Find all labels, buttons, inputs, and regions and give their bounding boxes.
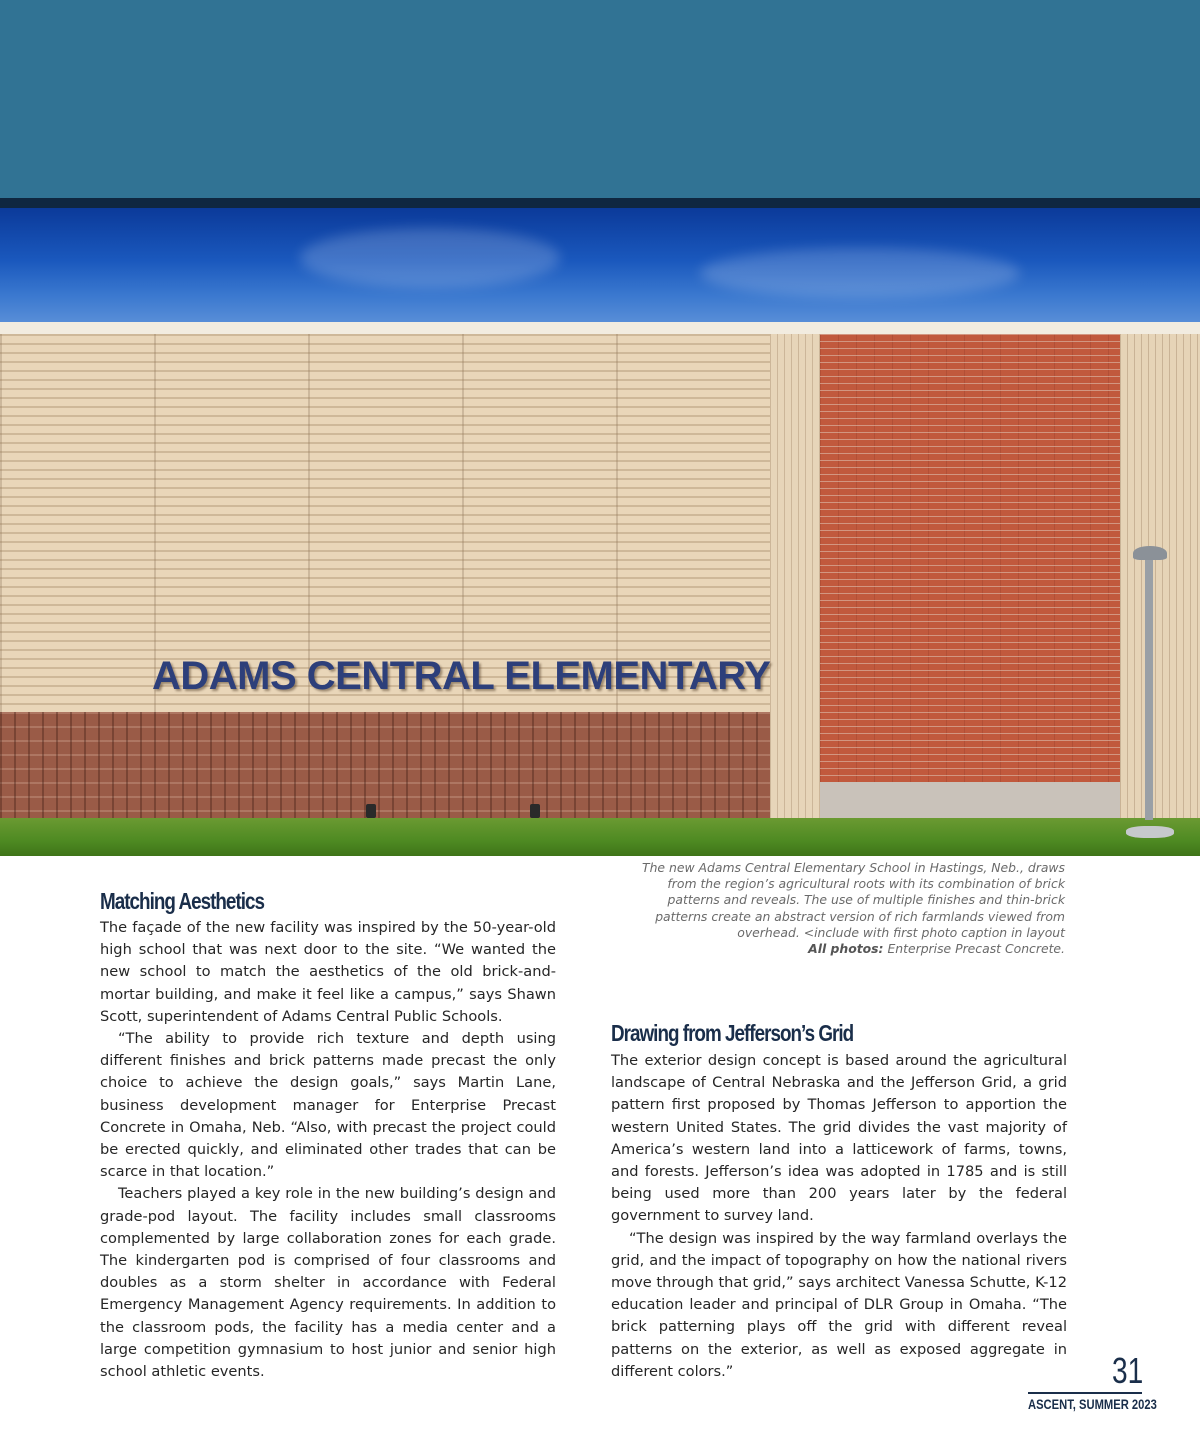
paragraph: “The ability to provide rich texture and depth using different finishes and brick patterns made precast the only choice to achieve the design goals,” says Martin Lane, business development manager for Enterprise Precast Concrete in Omaha, Neb. “Also, with precast the project could be erected quickly, and eliminated other trades that can be scarce in that location.” <box>100 1030 556 1181</box>
cloud <box>300 228 560 288</box>
footer-rule <box>1028 1392 1142 1394</box>
ground-spotlight-icon <box>530 804 540 818</box>
light-pole <box>1145 558 1153 820</box>
section-heading-matching-aesthetics: Matching Aesthetics <box>100 888 265 914</box>
caption-text: The new Adams Central Elementary School in Hastings, Neb., draws from the region’s agricultural roots with its combination of brick patterns and reveals. The use of multiple finishes and thin-brick patterns create an abstract version of rich farmlands viewed from overhead. <include with first photo caption in layout <box>642 860 1065 940</box>
paragraph: The exterior design concept is based around the agricultural landscape of Central Nebraska and the Jefferson Grid, a grid pattern first proposed by Thomas Jefferson to apportion the western United States. The grid divides the vast majority of America’s western land into a latticework of farms, towns, and forests. Jefferson’s idea was adopted in 1785 and is still being used more than 200 years later by the federal government to survey land. <box>611 1052 1067 1225</box>
basketweave-brick-band <box>0 712 770 820</box>
ground-spotlight-icon <box>366 804 376 818</box>
left-article-column <box>100 917 556 1383</box>
cloud <box>700 248 1020 298</box>
page-number: 31 <box>1112 1350 1144 1391</box>
paragraph: “The design was inspired by the way farmland overlays the grid, and the impact of topography on how the national rivers move through that grid,” says architect Vanessa Schutte, K-12 education leader and principal of DLR Group in Omaha. “The brick patterning plays off the grid with different reveal patterns on the exterior, as well as exposed aggregate in different colors.” <box>611 1229 1067 1380</box>
brick-tower <box>820 334 1120 782</box>
roof-cap <box>0 322 1200 334</box>
tower-base <box>820 782 1120 820</box>
sky <box>0 208 1200 324</box>
building-sign: ADAMS CENTRAL ELEMENTARY <box>152 654 771 698</box>
right-article-column <box>611 1050 1067 1383</box>
precast-pilaster <box>770 334 820 820</box>
photo-caption <box>620 860 1065 957</box>
section-heading-jeffersons-grid: Drawing from Jefferson’s Grid <box>611 1020 854 1046</box>
caption-credit-value: Enterprise Precast Concrete. <box>887 941 1065 957</box>
paragraph: Teachers played a key role in the new building’s design and grade-pod layout. The facility includes small classrooms complemented by large collaboration zones for each grade. The kindergarten pod is comprised of four classrooms and doubles as a storm shelter in accordance with Federal Emergency Management Agency requirements. In addition to the classroom pods, the facility has a media center and a large competition gymnasium to host junior and senior high school athletic events. <box>100 1185 556 1381</box>
caption-credit-label: All photos: <box>808 941 884 957</box>
lawn <box>0 818 1200 856</box>
header-stripe <box>0 198 1200 208</box>
lamp-icon <box>1133 546 1167 560</box>
issue-label: ASCENT, SUMMER 2023 <box>1028 1396 1157 1412</box>
school-facade-photo <box>0 208 1200 856</box>
right-precast-panel <box>1120 334 1200 820</box>
light-pole-base <box>1126 826 1174 838</box>
paragraph: The façade of the new facility was inspired by the 50-year-old high school that was next door to the site. “We wanted the new school to match the aesthetics of the old brick-and-mortar building, and make it feel like a campus,” says Shawn Scott, superintendent of Adams Central Public Schools. <box>100 919 556 1025</box>
header-color-band <box>0 0 1200 198</box>
